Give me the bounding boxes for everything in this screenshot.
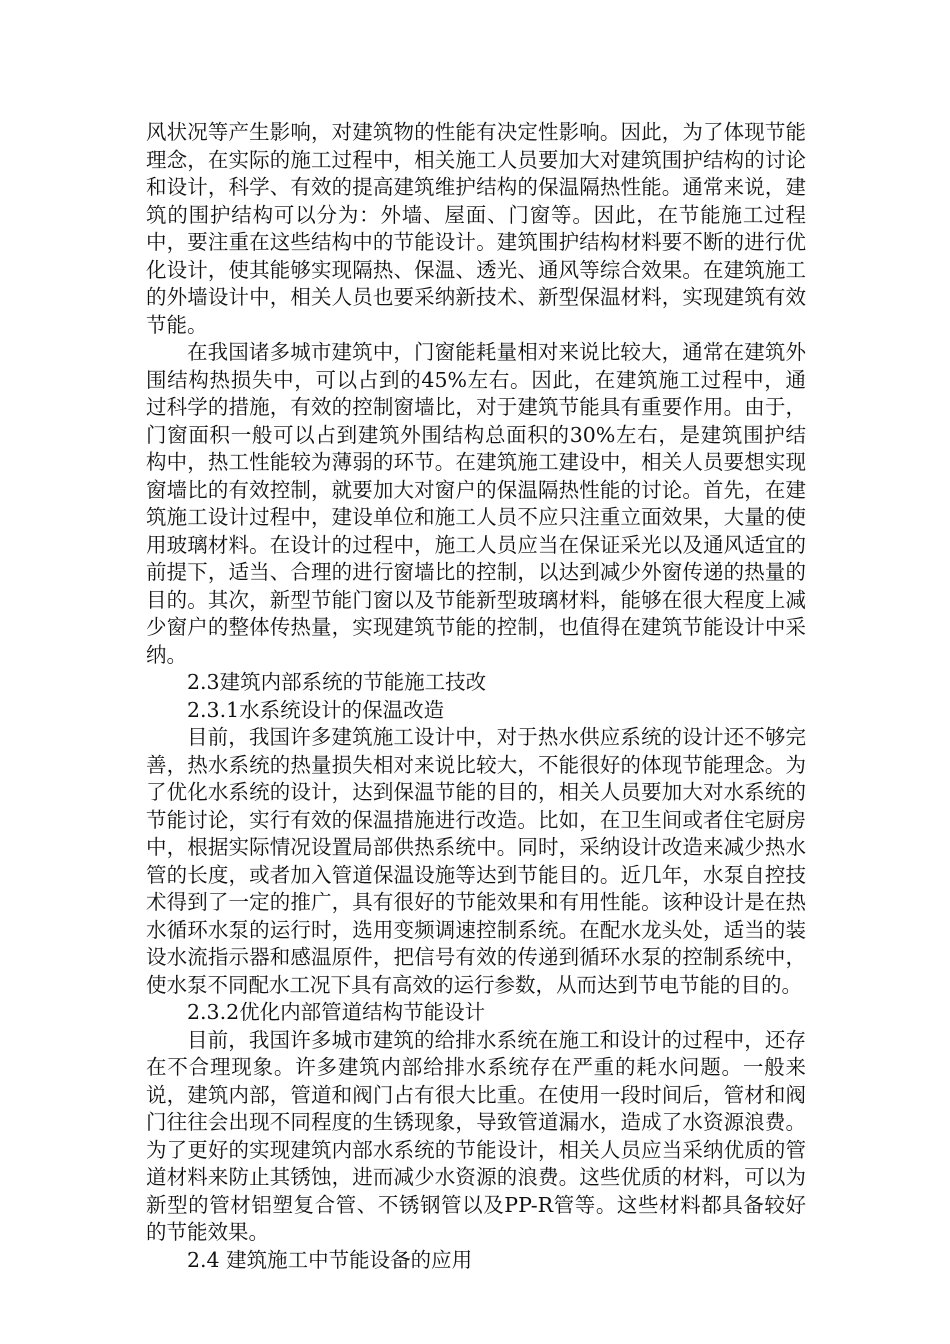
- section-heading-2-3: 2.3建筑内部系统的节能施工技改: [187, 670, 487, 694]
- paragraph-water-system: 目前，我国许多建筑施工设计中，对于热水供应系统的设计还不够完善，热水系统的热量损失相对来说比较大，不能很好的体现节能理念。为了优化水系统的设计，达到保温节能的目的，相关人员要加大对水系统的节能讨论，实行有效的保温措施进行改造。比如，在卫生间或者住宅厨房中，根据实际情况设置局部供热系统中。同时，采纳设计改造来减少热水管的长度，或者加入管道保温设施等达到节能目的。近几年，水泵自控技术得到了一定的推广，具有很好的节能效果和有用性能。该种设计是在热水循环水泵的运行时，选用变频调速控制系统。在配水龙头处，适当的装设水流指示器和感温原件，把信号有效的传递到循环水泵的控制系统中，使水泵不同配水工况下具有高效的运行参数，从而达到节电节能的目的。: [146, 725, 806, 997]
- section-heading-2-3-2: 2.3.2优化内部管道结构节能设计: [187, 1000, 486, 1024]
- document-body: [146, 119, 806, 1274]
- paragraph-pipe-structure: 目前，我国许多城市建筑的给排水系统在施工和设计的过程中，还存在不合理现象。许多建筑内部给排水系统存在严重的耗水问题。一般来说，建筑内部，管道和阀门占有很大比重。在使用一段时间后，管材和阀门往往会出现不同程度的生锈现象，导致管道漏水，造成了水资源浪费。为了更好的实现建筑内部水系统的节能设计，相关人员应当采纳优质的管道材料来防止其锈蚀，进而减少水资源的浪费。这些优质的材料，可以为新型的管材铝塑复合管、不锈钢管以及PP-R管等。这些材料都具备较好的节能效果。: [146, 1027, 806, 1244]
- section-heading-2-3-1: 2.3.1水系统设计的保温改造: [187, 697, 445, 722]
- paragraph-building-envelope: 风状况等产生影响，对建筑物的性能有决定性影响。因此，为了体现节能理念，在实际的施工过程中，相关施工人员要加大对建筑围护结构的讨论和设计，科学、有效的提高建筑维护结构的保温隔热性能。通常来说，建筑的围护结构可以分为：外墙、屋面、门窗等。因此，在节能施工过程中，要注重在这些结构中的节能设计。建筑围护结构材料要不断的进行优化设计，使其能够实现隔热、保温、透光、通风等综合效果。在建筑施工的外墙设计中，相关人员也要采纳新技术、新型保温材料，实现建筑有效节能。: [146, 120, 806, 337]
- section-heading-2-4: 2.4 建筑施工中节能设备的应用: [187, 1247, 473, 1272]
- paragraph-window-wall-ratio: 在我国诸多城市建筑中，门窗能耗量相对来说比较大，通常在建筑外围结构热损失中，可以占到的45%左右。因此，在建筑施工过程中，通过科学的措施，有效的控制窗墙比，对于建筑节能具有重要作用。由于，门窗面积一般可以占到建筑外围结构总面积的30%左右，是建筑围护结构中，热工性能较为薄弱的环节。在建筑施工建设中，相关人员要想实现窗墙比的有效控制，就要加大对窗户的保温隔热性能的讨论。首先，在建筑施工设计过程中，建设单位和施工人员不应只注重立面效果，大量的使用玻璃材料。在设计的过程中，施工人员应当在保证采光以及通风适宜的前提下，适当、合理的进行窗墙比的控制，以达到减少外窗传递的热量的目的。其次，新型节能门窗以及节能新型玻璃材料，能够在很大程度上减少窗户的整体传热量，实现建筑节能的控制，也值得在建筑节能设计中采纳。: [146, 340, 806, 667]
